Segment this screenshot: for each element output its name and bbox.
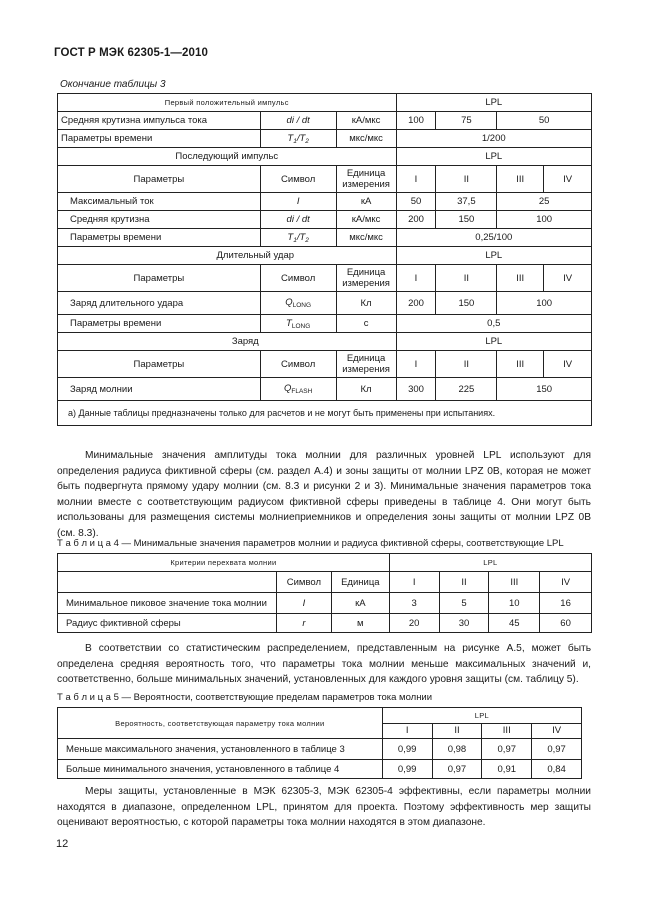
param-cell: Параметры времени [58,315,261,333]
col-header: I [389,572,439,593]
value-cell: 45 [489,614,540,633]
col-header: II [436,166,497,193]
value-cell: 50 [396,193,436,211]
value-cell: 200 [396,211,436,229]
value-cell: 3 [389,593,439,614]
param-cell: Радиус фиктивной сферы [58,614,277,633]
table-row [58,229,592,247]
col-header: I [382,723,432,739]
param-cell: Меньше максимального значения, установленного в таблице 3 [58,739,383,760]
unit-cell: кА [331,593,389,614]
value-cell: 30 [439,614,489,633]
lpl-header: LPL [389,554,591,572]
param-cell: Минимальное пиковое значение тока молнии [58,593,277,614]
col-header: I [396,351,436,378]
table-row [58,614,592,633]
col-header: II [436,351,497,378]
col-header: Единица [331,572,389,593]
table-note: а) Данные таблицы предназначены только для расчетов и не могут быть применены при испытаниях. [58,401,592,426]
param-cell: Средняя крутизна импульса тока [58,112,261,130]
symbol-cell: $T_1/T_2$ [260,130,336,148]
value-cell: 20 [389,614,439,633]
value-cell: 0,25/100 [396,229,591,247]
paragraph-2: В соответствии со статистическим распределением, представленным на рисунке А.5, может быть определена средняя вероятность того, что параметры тока молнии меньше максимальных значений и, соответственно, больше минимальных значений, установленных для каждого уровня защиты (см. таблицу 5). [57,643,591,685]
lpl-header: LPL [396,148,591,166]
symbol-cell: $T_1/T_2$ [260,229,336,247]
value-cell: 16 [540,593,592,614]
lpl-header: LPL [382,708,581,724]
param-cell: Параметры времени [58,229,261,247]
table-row [58,193,592,211]
value-cell: 0,97 [432,760,482,779]
col-header: Символ [260,265,336,292]
lpl-header: LPL [396,333,591,351]
value-cell: 0,97 [532,739,582,760]
symbol-cell: $T_{LONG}$ [260,315,336,333]
col-header: III [497,351,544,378]
unit-cell: Кл [336,378,396,401]
symbol-cell: di / dt [260,211,336,229]
col-header: IV [544,351,592,378]
table-4 [57,553,592,633]
col-header: I [396,265,436,292]
table-row [58,760,582,779]
value-cell: 1/200 [396,130,591,148]
col-header: Единица измерения [336,265,396,292]
value-cell: 0,98 [432,739,482,760]
table-row [58,739,582,760]
col-header: IV [544,166,592,193]
value-cell: 0,99 [382,739,432,760]
table-row [58,211,592,229]
value-cell: 50 [497,112,592,130]
col-header: Параметры [58,351,261,378]
col-header: III [497,166,544,193]
symbol-cell: di / dt [260,112,336,130]
table-row [58,130,592,148]
unit-cell: Кл [336,292,396,315]
table-3 [57,93,592,426]
paragraph-3: Меры защиты, установленные в МЭК 62305-3, МЭК 62305-4 эффективны, если параметры молнии находятся в диапазоне, определенном LPL, принятом для проекта. Поэтому эффективность мер защиты оценивают вероятностью, с которой параметры тока молнии находятся в этом диапазоне. [57,786,591,828]
lpl-header: LPL [396,94,591,112]
symbol-cell: I [276,593,331,614]
value-cell: 37,5 [436,193,497,211]
param-cell: Заряд длительного удара [58,292,261,315]
unit-cell: мкс/мкс [336,130,396,148]
table-row [58,292,592,315]
table-5-caption: Т а б л и ц а 5 — Вероятности, соответствующие пределам параметров тока молнии [57,692,433,703]
subsequent-stroke-header: Последующий импульс [58,148,397,166]
paragraph-1: Минимальные значения амплитуды тока молнии для различных уровней LPL используют для определения радиуса фиктивной сферы (см. раздел А.4) и зоны защиты от молнии LPZ 0B, которая не может быть подвергнута прямому удару молнии (см. 8.3 и рисунки 2 и 3). Минимальные значения параметров тока молнии вместе с соответствующим радиусом фиктивной сферы приведены в таблице 4. Они могут быть использованы для размещения системы молниеприемников и определения зоны защиты от молнии LPZ 0B (см. 8.3). [57,450,591,539]
col-header: Символ [260,351,336,378]
col-header: IV [532,723,582,739]
col-header: III [489,572,540,593]
col-header: Параметры [58,265,261,292]
col-header: III [482,723,532,739]
col-header: II [436,265,497,292]
param-cell: Больше минимального значения, установленного в таблице 4 [58,760,383,779]
unit-cell: кА [336,193,396,211]
col-header: I [396,166,436,193]
value-cell: 60 [540,614,592,633]
document-header: ГОСТ Р МЭК 62305-1—2010 [54,47,208,59]
col-header: Единица измерения [336,351,396,378]
table-5 [57,707,582,779]
value-cell: 5 [439,593,489,614]
value-cell: 150 [436,292,497,315]
value-cell: 150 [436,211,497,229]
lpl-header: LPL [396,247,591,265]
criteria-header: Критерии перехвата молнии [58,554,390,572]
symbol-cell: $Q_{FLASH}$ [260,378,336,401]
value-cell: 10 [489,593,540,614]
charge-header: Заряд [58,333,397,351]
param-cell: Средняя крутизна [58,211,261,229]
col-header: Единица измерения [336,166,396,193]
unit-cell: мкс/мкс [336,229,396,247]
param-cell: Параметры времени [58,130,261,148]
col-header: Символ [260,166,336,193]
col-header: Символ [276,572,331,593]
unit-cell: кА/мкс [336,112,396,130]
table-row [58,112,592,130]
unit-cell: кА/мкс [336,211,396,229]
symbol-cell: $Q_{LONG}$ [260,292,336,315]
value-cell: 0,97 [482,739,532,760]
col-header: IV [544,265,592,292]
first-stroke-header: Первый положительный импульс [58,94,397,112]
param-cell: Максимальный ток [58,193,261,211]
page-number: 12 [56,838,69,850]
table-row [58,378,592,401]
probability-header: Вероятность, соответствующая параметру тока молнии [58,708,383,739]
col-header: II [432,723,482,739]
value-cell: 150 [497,378,592,401]
col-header: IV [540,572,592,593]
value-cell: 100 [497,211,592,229]
unit-cell: м [331,614,389,633]
col-header: Параметры [58,166,261,193]
value-cell: 25 [497,193,592,211]
value-cell: 300 [396,378,436,401]
col-header: II [439,572,489,593]
table-row [58,593,592,614]
value-cell: 0,99 [382,760,432,779]
value-cell: 0,91 [482,760,532,779]
table-4-caption: Т а б л и ц а 4 — Минимальные значения параметров молнии и радиуса фиктивной сферы, соответствующие LPL [57,538,564,549]
value-cell: 100 [396,112,436,130]
table-continuation-caption: Окончание таблицы 3 [60,79,166,90]
empty-cell [58,572,277,593]
value-cell: 225 [436,378,497,401]
value-cell: 100 [497,292,592,315]
long-stroke-header: Длительный удар [58,247,397,265]
value-cell: 200 [396,292,436,315]
value-cell: 75 [436,112,497,130]
unit-cell: с [336,315,396,333]
symbol-cell: I [260,193,336,211]
value-cell: 0,5 [396,315,591,333]
value-cell: 0,84 [532,760,582,779]
table-row [58,315,592,333]
param-cell: Заряд молнии [58,378,261,401]
symbol-cell: r [276,614,331,633]
col-header: III [497,265,544,292]
